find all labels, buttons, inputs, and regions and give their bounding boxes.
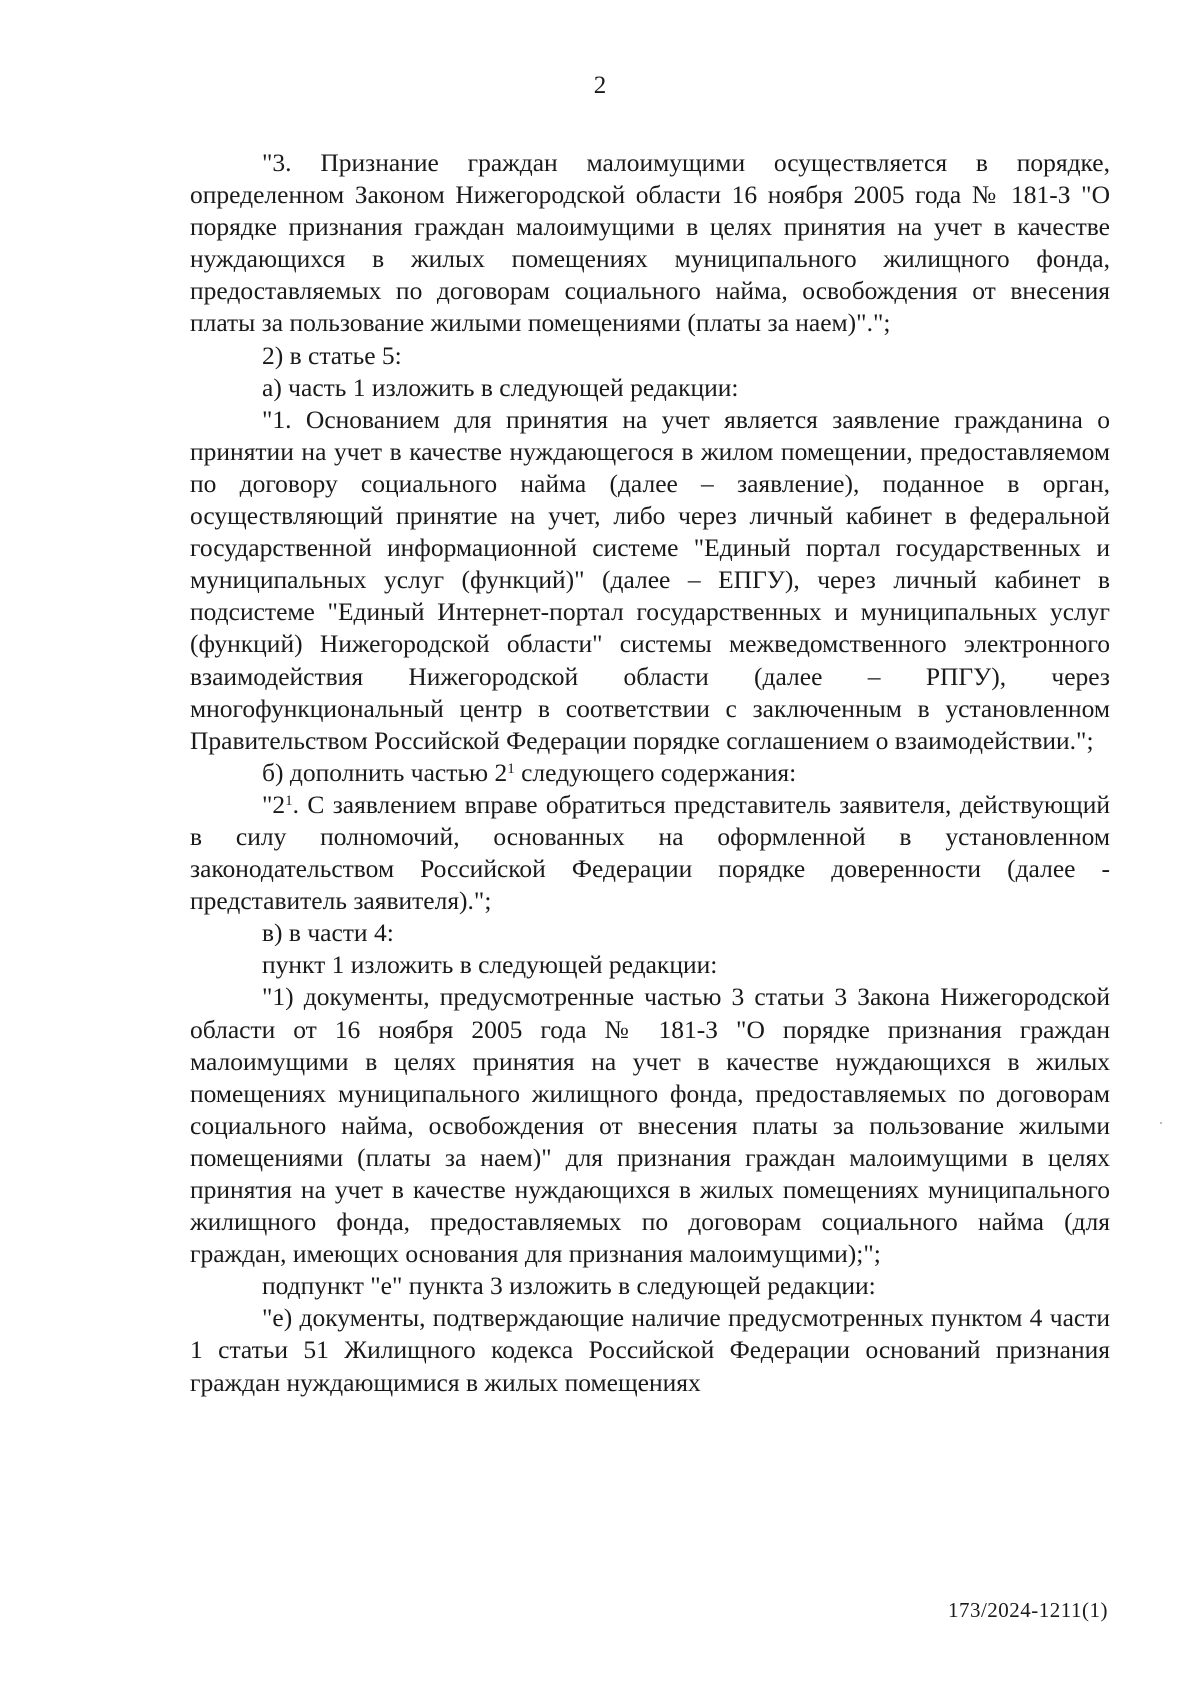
scan-speck <box>1160 1122 1162 1124</box>
paragraph-item-a: а) часть 1 изложить в следующей редакции: <box>262 372 739 402</box>
paragraph-quote-1: "1. Основанием для принятия на учет является заявление гражданина о принятии на учет в качестве нуждающегося в жилом помещении, предоставляемом по договору социального найма (далее – заявление), поданное в орган, осуществляющий принятие на учет, либо через личный кабинет в федеральной государственной информационной системе "Единый портал государственных и муниципальных услуг (функций)" (далее – ЕПГУ), через личный кабинет в подсистеме "Единый Интернет-портал государственных и муниципальных услуг (функций) Нижегородской области" системы межведомственного электронного взаимодействия Нижегородской области (далее – РПГУ), через многофункциональный центр в соответствии с заключенным в установленном Правительством Российской Федерации порядке соглашением о взаимодействии."; <box>190 404 1110 755</box>
page-number: 2 <box>593 72 607 99</box>
paragraph-article-5: 2) в статье 5: <box>262 340 402 370</box>
paragraph-item-v: в) в части 4: <box>262 918 394 948</box>
document-body <box>190 147 1110 1399</box>
paragraph-point-1: пункт 1 изложить в следующей редакции: <box>262 950 718 980</box>
superscript-1: 1 <box>507 760 515 777</box>
paragraph-subpoint-e: подпункт "е" пункта 3 изложить в следующей редакции: <box>262 1271 876 1301</box>
paragraph-quote-3: "3. Признание граждан малоимущими осуществляется в порядке, определенном Законом Нижегородской области 16 ноября 2005 года № 181-З "О порядке признания граждан малоимущими в целях принятия на учет в качестве нуждающихся в жилых помещениях муниципального жилищного фонда, предоставляемых по договорам социального найма, освобождения от внесения платы за пользование жилыми помещениями (платы за наем)"."; <box>190 148 1110 338</box>
paragraph-quote-e: "е) документы, подтверждающие наличие предусмотренных пунктом 4 части 1 статьи 51 Жилищного кодекса Российской Федерации оснований признания граждан нуждающимися в жилых помещениях <box>190 1303 1110 1397</box>
paragraph-quote-documents: "1) документы, предусмотренные частью 3 статьи 3 Закона Нижегородской области от 16 ноября 2005 года № 181-З "О порядке признания граждан малоимущими в целях принятия на учет в качестве нуждающихся в жилых помещениях муниципального жилищного фонда, предоставляемых по договорам социального найма, освобождения от внесения платы за пользование жилыми помещениями (платы за наем)" для признания граждан малоимущими в целях принятия на учет в качестве нуждающихся в жилых помещениях муниципального жилищного фонда, предоставляемых по договорам социального найма (для граждан, имеющих основания для признания малоимущими);"; <box>190 982 1110 1269</box>
document-code: 173/2024-1211(1) <box>947 1598 1108 1622</box>
superscript-1: 1 <box>285 792 293 809</box>
paragraph-item-b: б) дополнить частью $2^1$ следующего содержания: <box>262 757 797 787</box>
paragraph-quote-2-1: "$2^1$. С заявлением вправе обратиться представитель заявителя, действующий в силу полномочий, основанных на оформленной в установленном законодательством Российской Федерации порядке доверенности (далее - представитель заявителя)."; <box>190 789 1110 916</box>
